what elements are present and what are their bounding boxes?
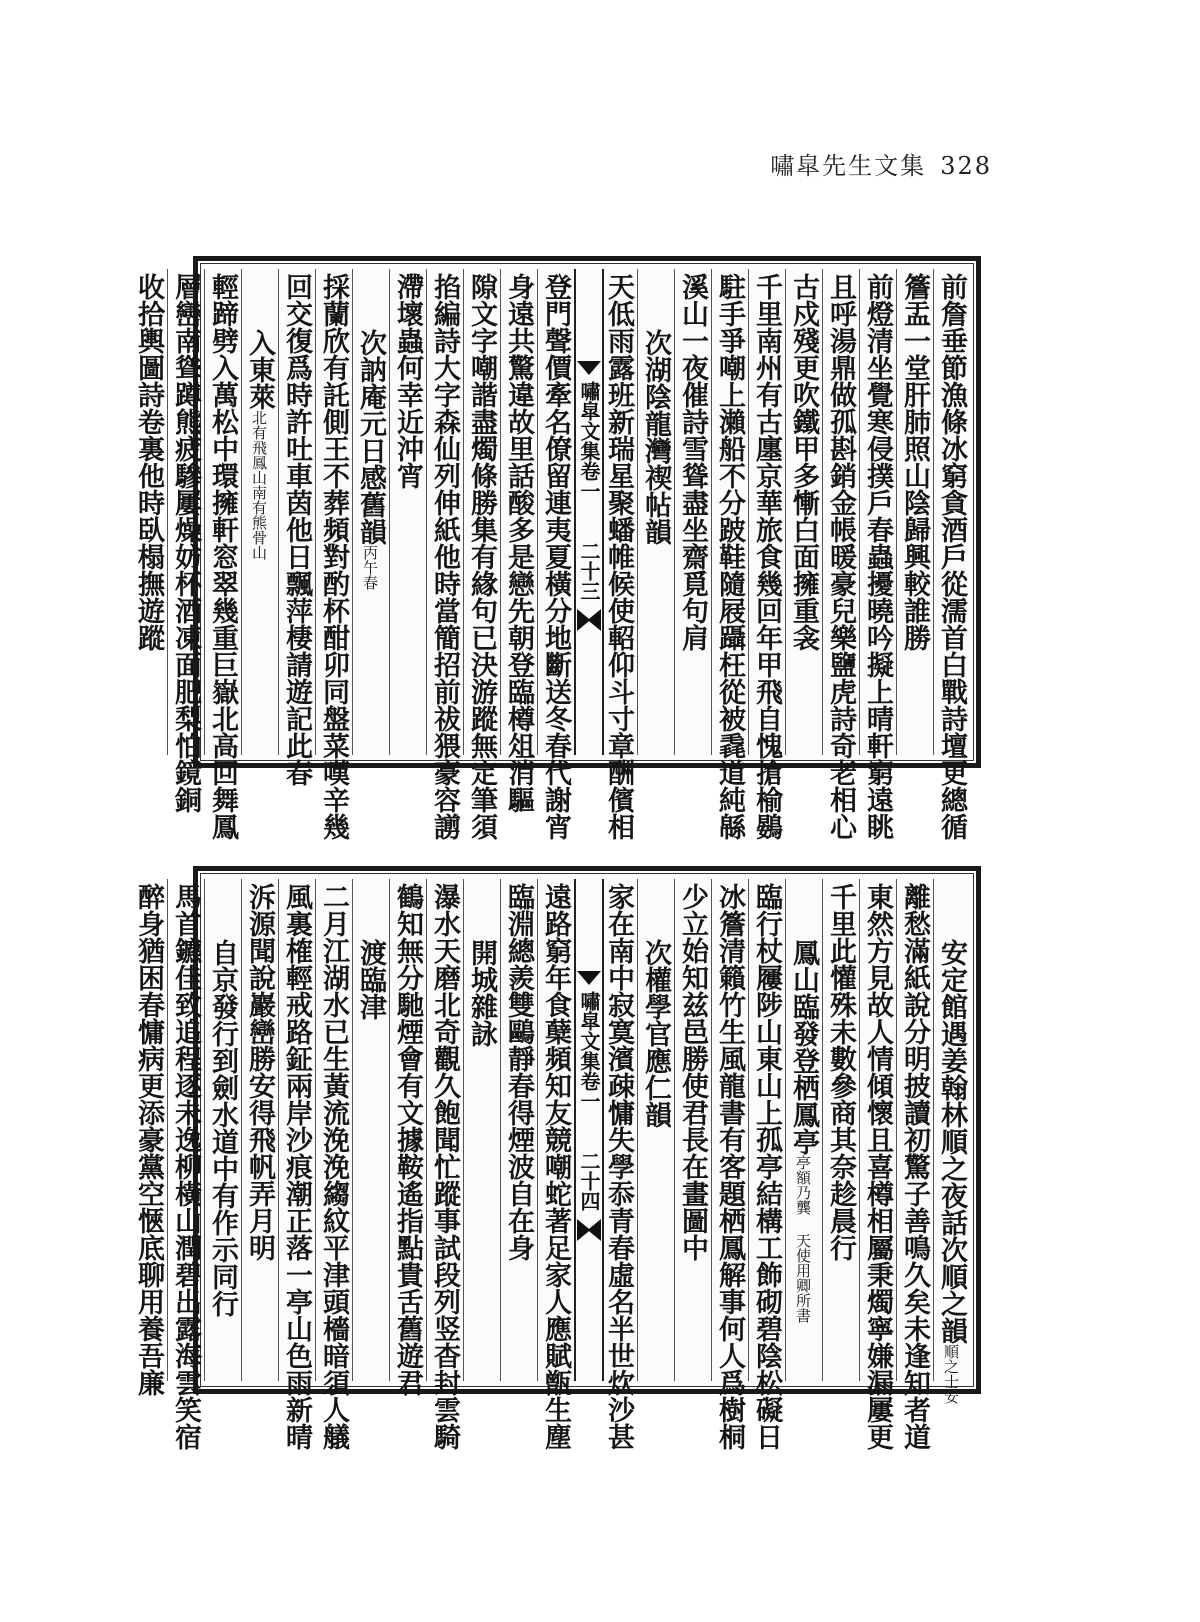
center-title: 嘯皐文集卷一 <box>577 381 601 501</box>
text-column <box>463 269 500 840</box>
column-note: 亭額乃龔 天使用卿所書 <box>794 1155 812 1323</box>
column-text: 醉身猶困春慵病更添豪黨空愜底聊用養吾廉 <box>133 883 164 1396</box>
column-text: 渡臨津 <box>355 939 386 1020</box>
text-column <box>933 879 970 1404</box>
book-title: 嘯皐先生文集 <box>770 152 927 180</box>
column-text: 遠路窮年食蘖頻知友競嘲蛇著足家人應賦甑生塵 <box>540 883 571 1450</box>
center-page-number: 二十四 <box>577 1151 601 1211</box>
center-page-number: 二十三 <box>577 541 601 601</box>
text-column <box>315 879 352 1450</box>
text-column <box>389 879 426 1396</box>
text-column <box>130 879 167 1396</box>
column-text: 少立始知兹邑勝使君長在畫圖中 <box>677 883 708 1261</box>
column-text: 鳳山臨發登栖鳳亭 <box>788 939 819 1155</box>
bottom-folio <box>133 866 981 1450</box>
text-column <box>537 269 574 840</box>
bowtie-mark <box>577 1219 601 1241</box>
text-column <box>711 879 748 1450</box>
column-text: 風裏榷輕戒路鉦兩岸沙痕潮正落一亭山色雨新晴 <box>281 883 312 1450</box>
column-text: 溪山一夜催詩雪聳盡坐齋覓句肩 <box>677 273 708 651</box>
top-center-strip <box>574 269 604 755</box>
text-column <box>500 879 537 1381</box>
center-title: 嘯皐文集卷一 <box>577 991 601 1111</box>
column-text: 且呼湯鼎做孤斟銷金帳暖豪兒樂鹽虎詩奇老相心 <box>825 273 856 840</box>
running-header <box>770 146 992 181</box>
text-column <box>637 879 674 1381</box>
column-text: 收拾輿圖詩卷裏他時臥榻撫遊蹤 <box>133 273 164 651</box>
column-text: 入東萊 <box>244 329 275 410</box>
text-column <box>785 269 822 755</box>
text-column <box>859 269 896 840</box>
text-column <box>130 269 167 755</box>
column-text: 泝源聞說巖巒勝安得飛帆弄月明 <box>244 883 275 1261</box>
column-text: 輕蹄劈入萬松中環擁軒窓翠幾重巨嶽北高回舞鳳 <box>207 273 238 840</box>
text-column <box>537 879 574 1450</box>
column-text: 瀑水天磨北奇觀久飽聞忙蹤事試段列竖杳封雲騎 <box>429 883 460 1450</box>
text-column <box>500 269 537 813</box>
column-text: 千里此懽殊未數參商其奈趁晨行 <box>825 883 856 1261</box>
column-text: 簷盂一堂肝肺照山陰歸興較誰勝 <box>899 273 930 651</box>
text-column <box>933 269 970 840</box>
column-text: 安定館遇姜翰林順之夜話次順之韻 <box>936 939 967 1344</box>
column-text: 駐手爭嘲上瀨船不分跛鞋隨屐躡枉從被毳道純緜 <box>714 273 745 840</box>
column-text: 東然方見故人情傾懷且喜樽相屬秉燭寧嫌漏屢更 <box>862 883 893 1450</box>
text-column <box>167 879 204 1450</box>
column-text: 馬首鑣佳致追程逐未逸柳橫山潤碧出露海雲笑宿 <box>170 883 201 1450</box>
text-column <box>822 269 859 840</box>
column-text: 千里南州有古廛京華旅食幾回年甲飛自愧搶榆鷃 <box>751 273 782 840</box>
top-folio <box>133 256 981 840</box>
column-text: 次權學官應仁韻 <box>640 939 671 1128</box>
column-text: 次訥庵元日感舊韻 <box>355 329 386 545</box>
column-text: 冰簷清籟竹生風龍書有客題栖鳳解事何人爲樹桐 <box>714 883 745 1450</box>
text-column <box>278 269 315 786</box>
text-column <box>204 269 241 840</box>
fish-tail-mark <box>577 361 601 375</box>
text-column <box>241 269 278 755</box>
text-column <box>315 269 352 840</box>
text-column <box>785 879 822 1381</box>
text-column <box>463 879 500 1381</box>
column-note: 丙午春 <box>361 545 379 590</box>
column-text: 鶴知無分馳煙會有文據鞍遙指點貴舌舊遊君 <box>392 883 423 1396</box>
text-column <box>822 879 859 1381</box>
column-note: 北有飛鳳山南有熊骨山 <box>250 410 268 560</box>
column-text: 臨淵總羨雙鷗靜春得煙波自在身 <box>503 883 534 1261</box>
column-text: 前燈清坐覺寒侵撲戶春蟲擾曉吟擬上晴軒窮遠眺 <box>862 273 893 840</box>
text-column <box>748 269 785 840</box>
bottom-left-half <box>133 879 574 1450</box>
text-column <box>711 269 748 840</box>
text-column <box>389 269 426 755</box>
text-column <box>896 269 933 755</box>
column-note: 順之士安 <box>942 1344 960 1404</box>
column-text: 登門聲價牽名僚留連夷夏橫分地斷送冬春代謝宵 <box>540 273 571 840</box>
column-text: 二月江湖水已生黃流浼浼縐紋平津頭檣暗須人艤 <box>318 883 349 1450</box>
text-column <box>352 269 389 755</box>
text-column <box>896 879 933 1450</box>
fish-tail-mark <box>577 971 601 985</box>
text-column <box>748 879 785 1450</box>
column-text: 層巒南聳蹲熊疲驂屢燥妨杯酒凍面肥梨怕鏡銅 <box>170 273 201 813</box>
column-text: 開城雜詠 <box>466 939 497 1047</box>
text-column <box>426 879 463 1450</box>
column-text: 掐編詩大字森仙列伸紙他時當簡招前祓猥豪容謭 <box>429 273 460 840</box>
column-text: 臨行杖屨陟山東山上孤亭結構工飾砌碧陰松礙日 <box>751 883 782 1450</box>
top-right-half <box>600 269 970 840</box>
text-column <box>674 879 711 1381</box>
bowtie-mark <box>577 609 601 631</box>
text-column <box>637 269 674 755</box>
text-column <box>167 269 204 813</box>
top-left-half <box>133 269 574 840</box>
column-text: 滯壞蟲何幸近沖宵 <box>392 273 423 489</box>
column-text: 天低雨露班新瑞星聚蟠帷候使軺仰斗寸章酬儐相 <box>603 273 634 840</box>
column-text: 前詹垂節漁條冰窮貪酒戶從濡首白戰詩壇更總循 <box>936 273 967 840</box>
bottom-right-half <box>600 879 970 1450</box>
column-text: 古戍殘更吹鐵甲多慚白面擁重衾 <box>788 273 819 651</box>
column-text: 自京發行到劍水道中有作示同行 <box>207 939 238 1317</box>
column-text: 身遠共驚違故里話酸多是戀先朝登臨樽俎消驅 <box>503 273 534 813</box>
text-column <box>600 269 637 840</box>
bottom-center-strip <box>574 879 604 1381</box>
page-number: 328 <box>940 152 992 180</box>
column-text: 隙文字嘲諧盡燭條勝集有緣句已決游蹤無定筆須 <box>466 273 497 840</box>
text-column <box>426 269 463 840</box>
text-column <box>859 879 896 1450</box>
column-text: 回交復爲時許吐車茵他日飄萍棲請遊記此春 <box>281 273 312 786</box>
text-column <box>352 879 389 1381</box>
text-column <box>278 879 315 1450</box>
column-text: 離愁滿紙說分明披讀初驚子善鳴久矣未逢知者道 <box>899 883 930 1450</box>
column-text: 採蘭欣有託側王不葬頻對酌杯酣卯同盤菜嘆辛幾 <box>318 273 349 840</box>
column-text: 次湖陰龍灣禊帖韻 <box>640 329 671 545</box>
text-column <box>241 879 278 1381</box>
column-text: 家在南中寂寞濱疎慵失學忝青春虛名半世炊沙甚 <box>603 883 634 1450</box>
text-column <box>204 879 241 1381</box>
text-column <box>600 879 637 1450</box>
text-column <box>674 269 711 755</box>
